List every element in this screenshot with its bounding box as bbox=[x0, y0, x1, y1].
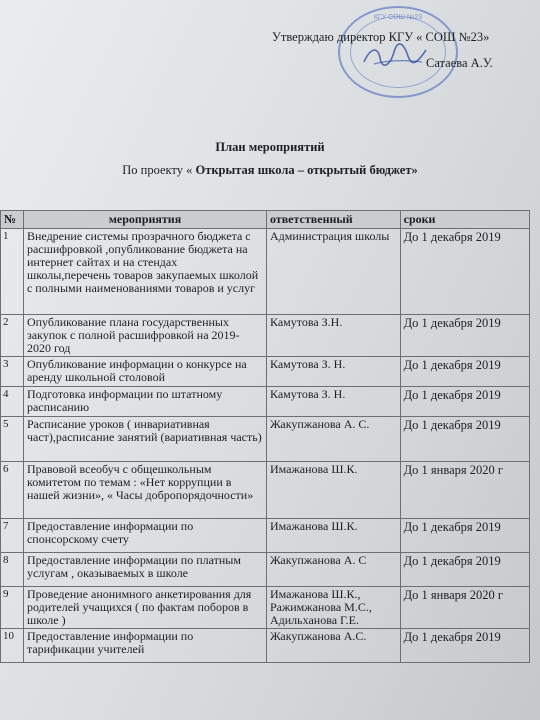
row-deadline: До 1 декабря 2019 bbox=[400, 629, 529, 663]
row-event: Предоставление информации по тарификации учителей bbox=[23, 629, 266, 663]
row-event: Проведение анонимного анкетирования для родителей учащихся ( по фактам поборов в школе ) bbox=[23, 587, 266, 629]
row-number: 5 bbox=[1, 417, 24, 462]
row-event: Расписание уроков ( инвариативная част),расписание занятий (вариативная часть) bbox=[23, 417, 266, 462]
row-responsible: Камутова З.Н. bbox=[266, 315, 400, 357]
row-event: Предоставление информации по спонсорскому счету bbox=[23, 519, 266, 553]
row-event: Подготовка информации по штатному расписанию bbox=[23, 387, 266, 417]
row-responsible: Жакупжанова А. С. bbox=[266, 417, 400, 462]
row-deadline: До 1 декабря 2019 bbox=[400, 387, 529, 417]
table-row bbox=[1, 462, 530, 519]
row-deadline: До 1 декабря 2019 bbox=[400, 417, 529, 462]
row-deadline: До 1 января 2020 г bbox=[400, 462, 529, 519]
row-deadline: До 1 декабря 2019 bbox=[400, 357, 529, 387]
row-number: 1 bbox=[1, 229, 24, 315]
row-number: 7 bbox=[1, 519, 24, 553]
header-event: мероприятия bbox=[23, 211, 266, 229]
row-deadline: До 1 декабря 2019 bbox=[400, 519, 529, 553]
row-event: Правовой всеобуч с общешкольным комитетом по темам : «Нет коррупции в нашей жизни», « Часы добропорядочности» bbox=[23, 462, 266, 519]
table-header-row bbox=[1, 211, 530, 229]
row-event: Опубликование плана государственных закупок с полной расшифровкой на 2019-2020 год bbox=[23, 315, 266, 357]
table-row bbox=[1, 315, 530, 357]
director-name: Сатаева А.У. bbox=[426, 56, 493, 70]
row-responsible: Имажанова Ш.К., Ражимжанова М.С., Адильханова Г.Е. bbox=[266, 587, 400, 629]
row-deadline: До 1 декабря 2019 bbox=[400, 315, 529, 357]
table-row bbox=[1, 553, 530, 587]
approval-line: Утверждаю директор КГУ « СОШ №23» bbox=[272, 30, 490, 44]
row-responsible: Администрация школы bbox=[266, 229, 400, 315]
row-responsible: Жакупжанова А. С bbox=[266, 553, 400, 587]
row-responsible: Камутова З. Н. bbox=[266, 387, 400, 417]
row-deadline: До 1 января 2020 г bbox=[400, 587, 529, 629]
table-row bbox=[1, 519, 530, 553]
row-event: Предоставление информации по платным услугам , оказываемых в школе bbox=[23, 553, 266, 587]
table-row bbox=[1, 629, 530, 663]
subtitle-project-name: Открытая школа – открытый бюджет» bbox=[195, 163, 418, 177]
row-number: 6 bbox=[1, 462, 24, 519]
row-responsible: Имажанова Ш.К. bbox=[266, 462, 400, 519]
header-number: № bbox=[1, 211, 24, 229]
row-responsible: Имажанова Ш.К. bbox=[266, 519, 400, 553]
row-deadline: До 1 декабря 2019 bbox=[400, 553, 529, 587]
row-number: 8 bbox=[1, 553, 24, 587]
table-row bbox=[1, 229, 530, 315]
row-event: Внедрение системы прозрачного бюджета с расшифровкой ,опубликование бюджета на интернет сайтах и на стендах школы,перечень товаров закупаемых школой с полными наименованиями товаров и услуг bbox=[23, 229, 266, 315]
table-row bbox=[1, 387, 530, 417]
table-row bbox=[1, 357, 530, 387]
row-number: 3 bbox=[1, 357, 24, 387]
subtitle-prefix: По проекту « bbox=[122, 163, 196, 177]
header-responsible: ответственный bbox=[266, 211, 400, 229]
events-table bbox=[0, 210, 530, 663]
row-number: 9 bbox=[1, 587, 24, 629]
document-title: План мероприятий bbox=[215, 140, 325, 154]
row-number: 4 bbox=[1, 387, 24, 417]
row-responsible: Жакупжанова А.С. bbox=[266, 629, 400, 663]
row-responsible: Камутова З. Н. bbox=[266, 357, 400, 387]
table-row bbox=[1, 417, 530, 462]
row-event: Опубликование информации о конкурсе на аренду школьной столовой bbox=[23, 357, 266, 387]
row-number: 10 bbox=[1, 629, 24, 663]
row-deadline: До 1 декабря 2019 bbox=[400, 229, 529, 315]
table-row bbox=[1, 587, 530, 629]
row-number: 2 bbox=[1, 315, 24, 357]
document-subtitle bbox=[0, 163, 540, 178]
stamp-lettering: КГУ СОШ №23 bbox=[373, 14, 423, 21]
header-deadline: сроки bbox=[400, 211, 529, 229]
